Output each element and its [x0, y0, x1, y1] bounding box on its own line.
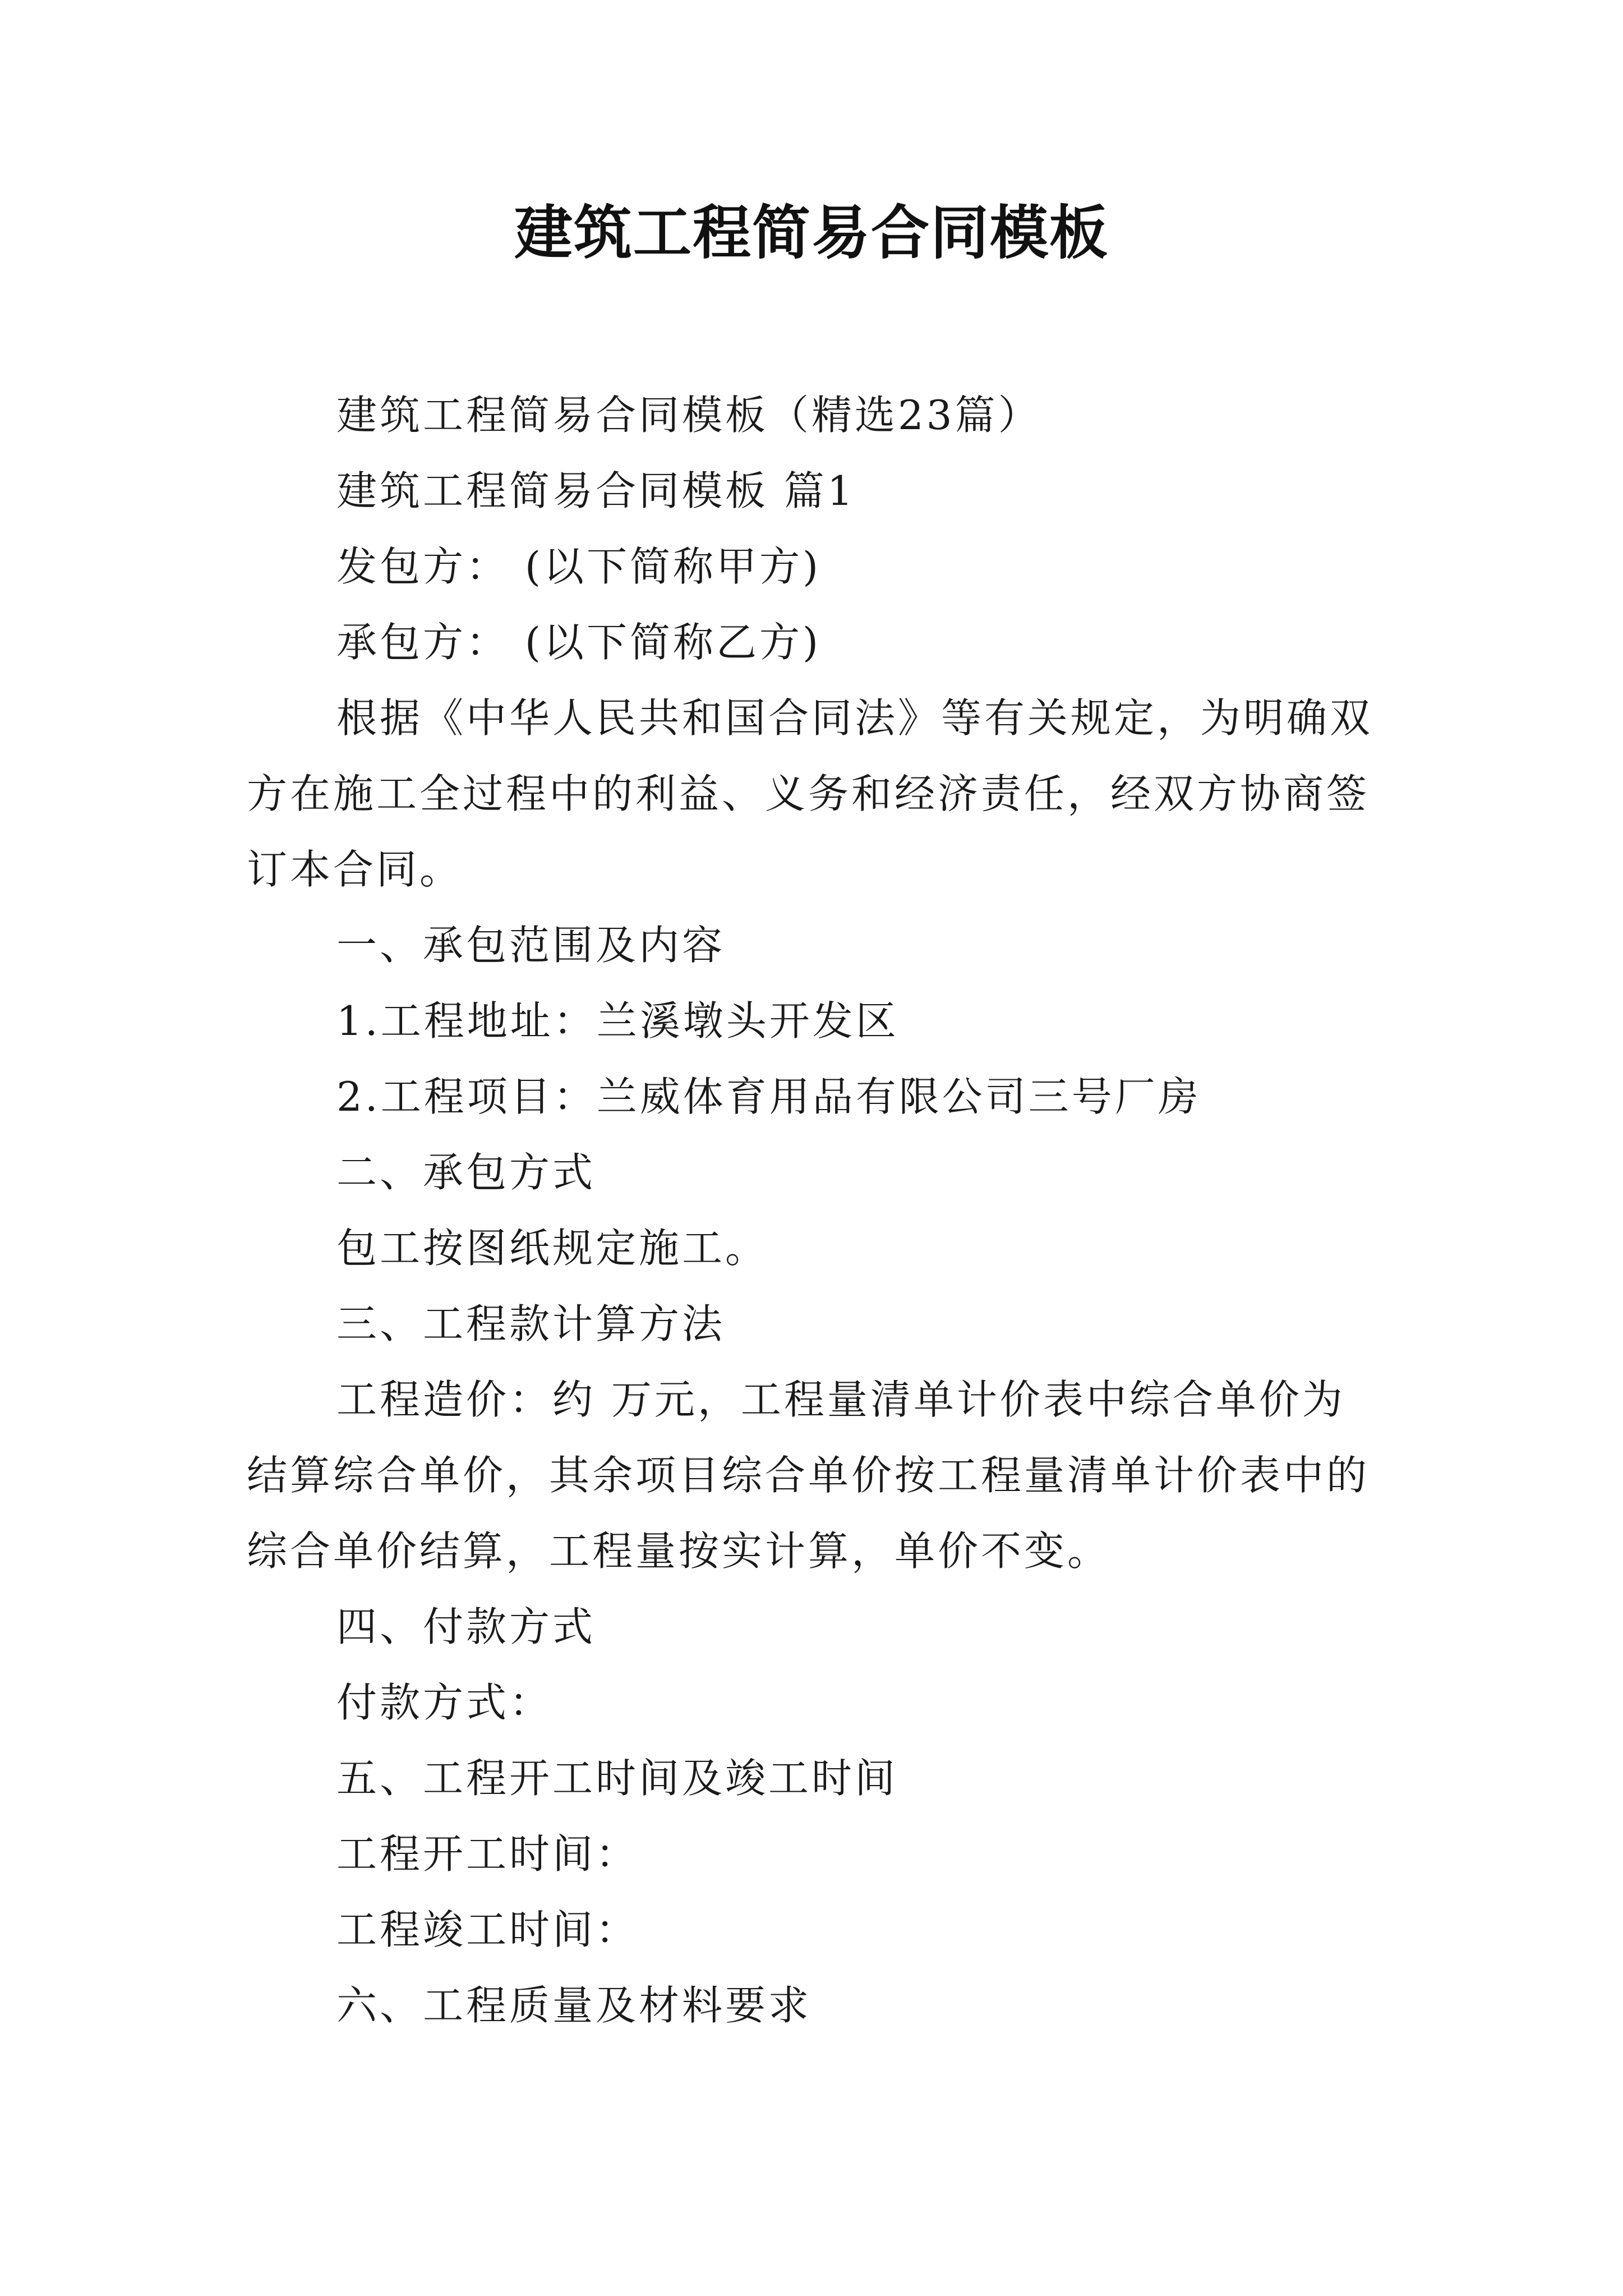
clause-3-heading: 三、工程款计算方法 — [336, 1300, 726, 1347]
cost-paragraph-line-1: 工程造价：约 万元，工程量清单计价表中综合单价为 — [336, 1376, 1345, 1423]
preamble-line-3: 订本合同。 — [247, 846, 463, 893]
start-date-line: 工程开工时间： — [336, 1830, 639, 1878]
completion-date-line: 工程竣工时间： — [336, 1906, 639, 1953]
party-a-line: 发包方： (以下简称甲方) — [336, 543, 822, 590]
contract-method-line: 包工按图纸规定施工。 — [336, 1225, 769, 1272]
clause-1-heading: 一、承包范围及内容 — [336, 922, 726, 969]
section-heading-part-1: 建筑工程简易合同模板 篇1 — [336, 467, 856, 514]
clause-2-heading: 二、承包方式 — [336, 1149, 596, 1196]
clause-5-heading: 五、工程开工时间及竣工时间 — [336, 1755, 898, 1802]
subtitle-line: 建筑工程简易合同模板（精选23篇） — [336, 392, 1041, 439]
preamble-line-1: 根据《中华人民共和国合同法》等有关规定，为明确双 — [336, 694, 1373, 742]
preamble-line-2: 方在施工全过程中的利益、义务和经济责任，经双方协商签 — [247, 770, 1370, 817]
payment-method-line: 付款方式： — [336, 1679, 553, 1726]
clause-4-heading: 四、付款方式 — [336, 1603, 596, 1650]
document-title: 建筑工程简易合同模板 — [514, 199, 1109, 267]
project-address-line: 1.工程地址：兰溪墩头开发区 — [336, 997, 899, 1045]
clause-6-heading: 六、工程质量及材料要求 — [336, 1982, 812, 2029]
cost-paragraph-line-2: 结算综合单价，其余项目综合单价按工程量清单计价表中的 — [247, 1452, 1370, 1499]
cost-paragraph-line-3: 综合单价结算，工程量按实计算，单价不变。 — [247, 1527, 1111, 1575]
party-b-line: 承包方： (以下简称乙方) — [336, 619, 822, 666]
project-item-line: 2.工程项目：兰威体育用品有限公司三号厂房 — [336, 1073, 1201, 1120]
